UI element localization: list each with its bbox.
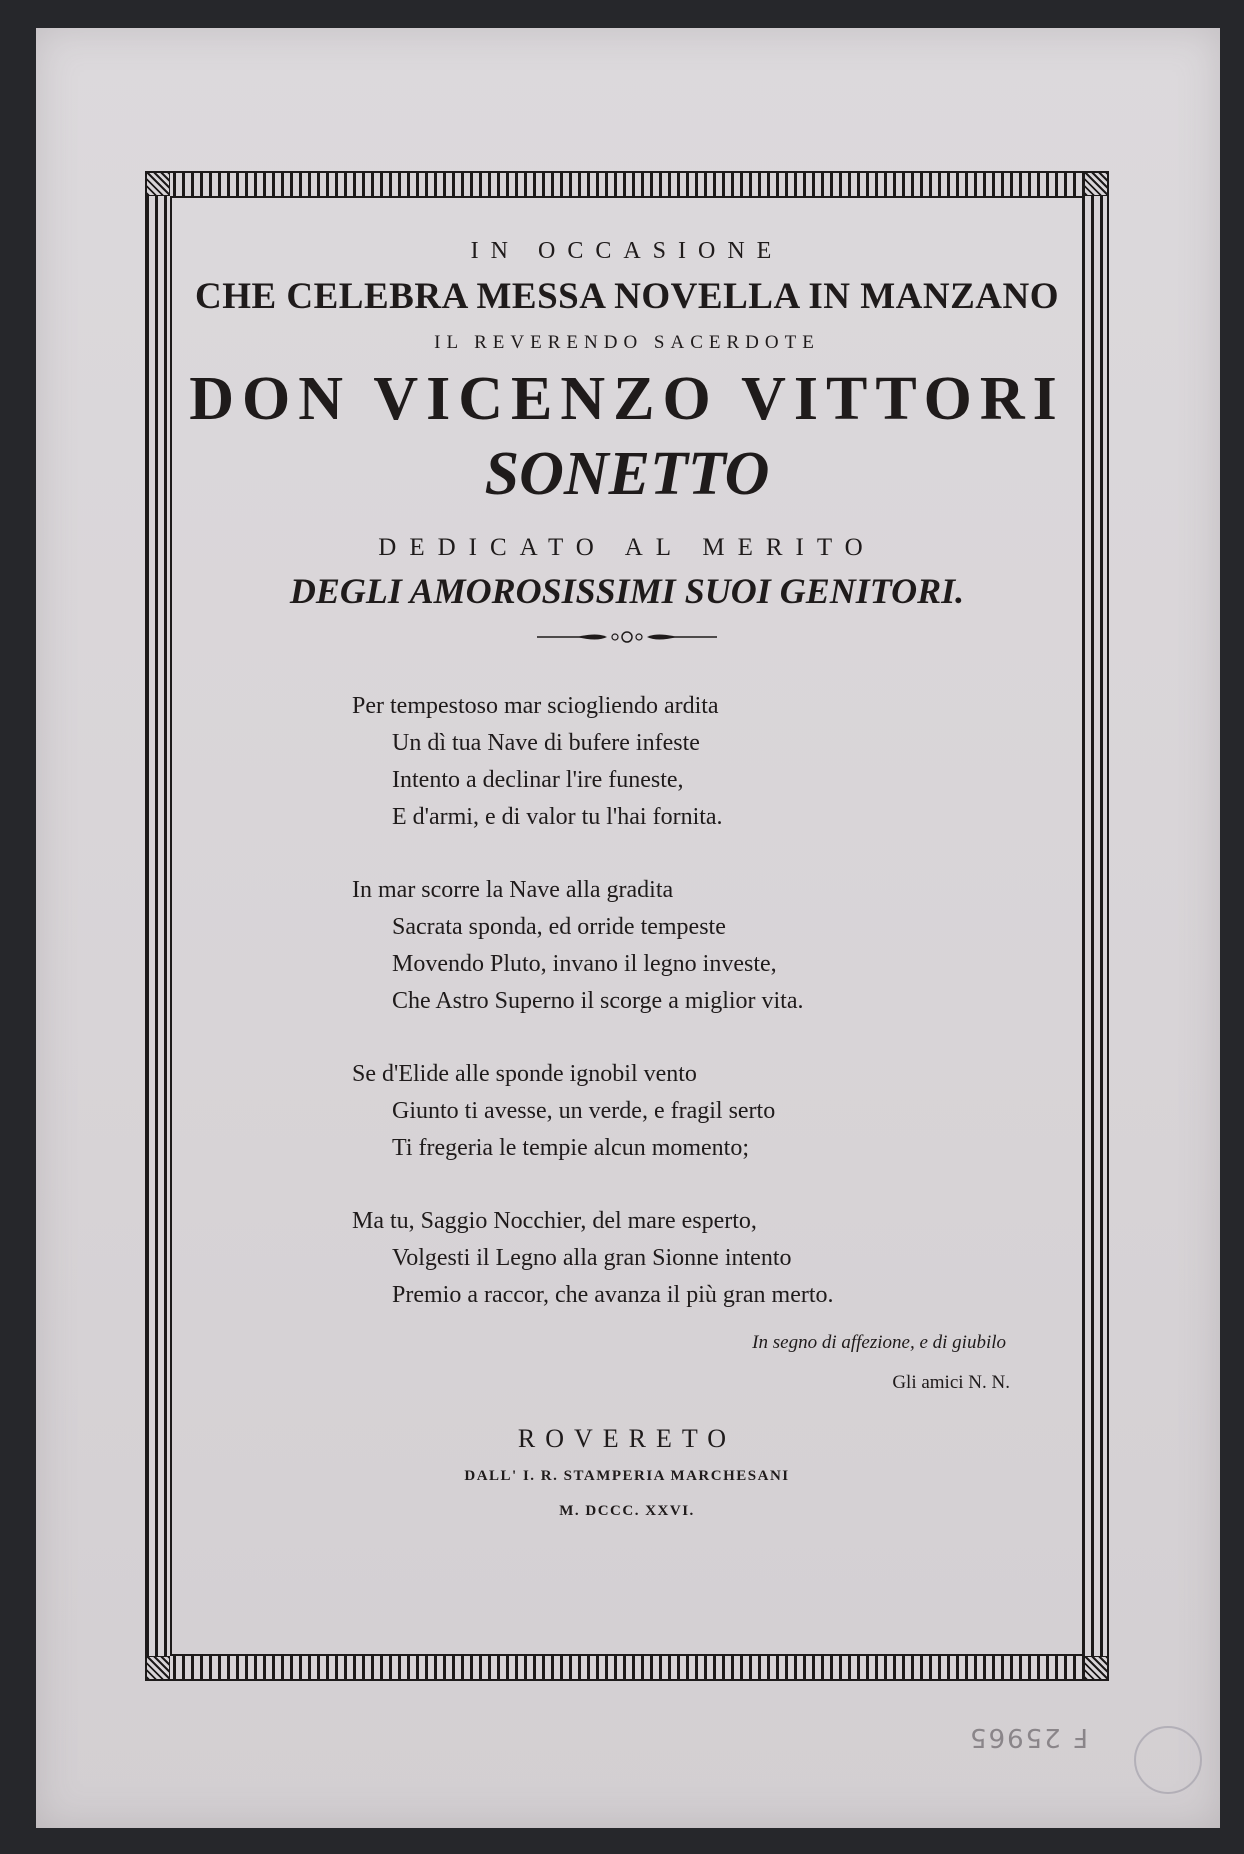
stanza	[352, 872, 1074, 1020]
poem-line-text: Per tempestoso mar sciogliendo ardita	[352, 693, 719, 719]
poem-line: Intento a declinar l'ire funeste,	[392, 767, 684, 793]
poem-line: Sacrata sponda, ed orride tempeste	[392, 914, 726, 940]
poem-line: Un dì tua Nave di bufere infeste	[392, 730, 700, 756]
poem-line	[352, 688, 1074, 725]
poem-genre-title: SONETTO	[484, 440, 770, 508]
border-corner-ornament	[146, 172, 170, 196]
poem-line: Se d'Elide alle sponde ignobil vento	[352, 1061, 697, 1087]
priest-name: DON VICENZO VITTORI	[189, 365, 1065, 433]
occasion-line: IN OCCASIONE	[470, 238, 784, 264]
imprint-year: M. DCCC. XXVI.	[559, 1503, 695, 1519]
stanza	[352, 1203, 1074, 1314]
library-stamp	[1134, 1726, 1202, 1794]
imprint-printer: DALL' I. R. STAMPERIA MARCHESANI	[464, 1468, 790, 1484]
inventory-number: F 25965	[968, 1722, 1088, 1752]
poem-line: E d'armi, e di valor tu l'hai fornita.	[392, 804, 723, 830]
sonnet-body	[352, 688, 1074, 1314]
reverend-line: IL REVERENDO SACERDOTE	[434, 332, 820, 353]
poem-line: In mar scorre la Nave alla gradita	[352, 877, 674, 903]
poem-line: Ma tu, Saggio Nocchier, del mare esperto,	[352, 1208, 757, 1234]
stanza	[352, 1056, 1074, 1167]
stanza	[352, 688, 1074, 836]
signature-authors: Gli amici N. N.	[892, 1372, 1010, 1393]
celebration-line: CHE CELEBRA MESSA NOVELLA IN MANZANO	[194, 276, 1059, 317]
border-corner-ornament	[1084, 172, 1108, 196]
poem-line: Che Astro Superno il scorge a miglior vita.	[392, 988, 804, 1014]
signature-dedication: In segno di affezione, e di giubilo	[752, 1332, 1006, 1353]
dedication-line: DEDICATO AL MERITO	[378, 534, 876, 561]
poem-line: Volgesti il Legno alla gran Sionne intento	[392, 1245, 792, 1271]
poem-line: Premio a raccor, che avanza il più gran merto.	[392, 1282, 834, 1308]
flourish-ornament	[537, 630, 717, 644]
border-corner-ornament	[146, 1656, 170, 1680]
imprint-place: ROVERETO	[517, 1424, 737, 1453]
border-corner-ornament	[1084, 1656, 1108, 1680]
broadside-content	[180, 200, 1074, 1520]
poem-line: Ti fregeria le tempie alcun momento;	[392, 1135, 750, 1161]
poem-line: Giunto ti avesse, un verde, e fragil serto	[392, 1098, 776, 1124]
dedicatee-line: DEGLI AMOROSISSIMI SUOI GENITORI.	[289, 571, 965, 611]
poem-line: Movendo Pluto, invano il legno investe,	[392, 951, 777, 977]
